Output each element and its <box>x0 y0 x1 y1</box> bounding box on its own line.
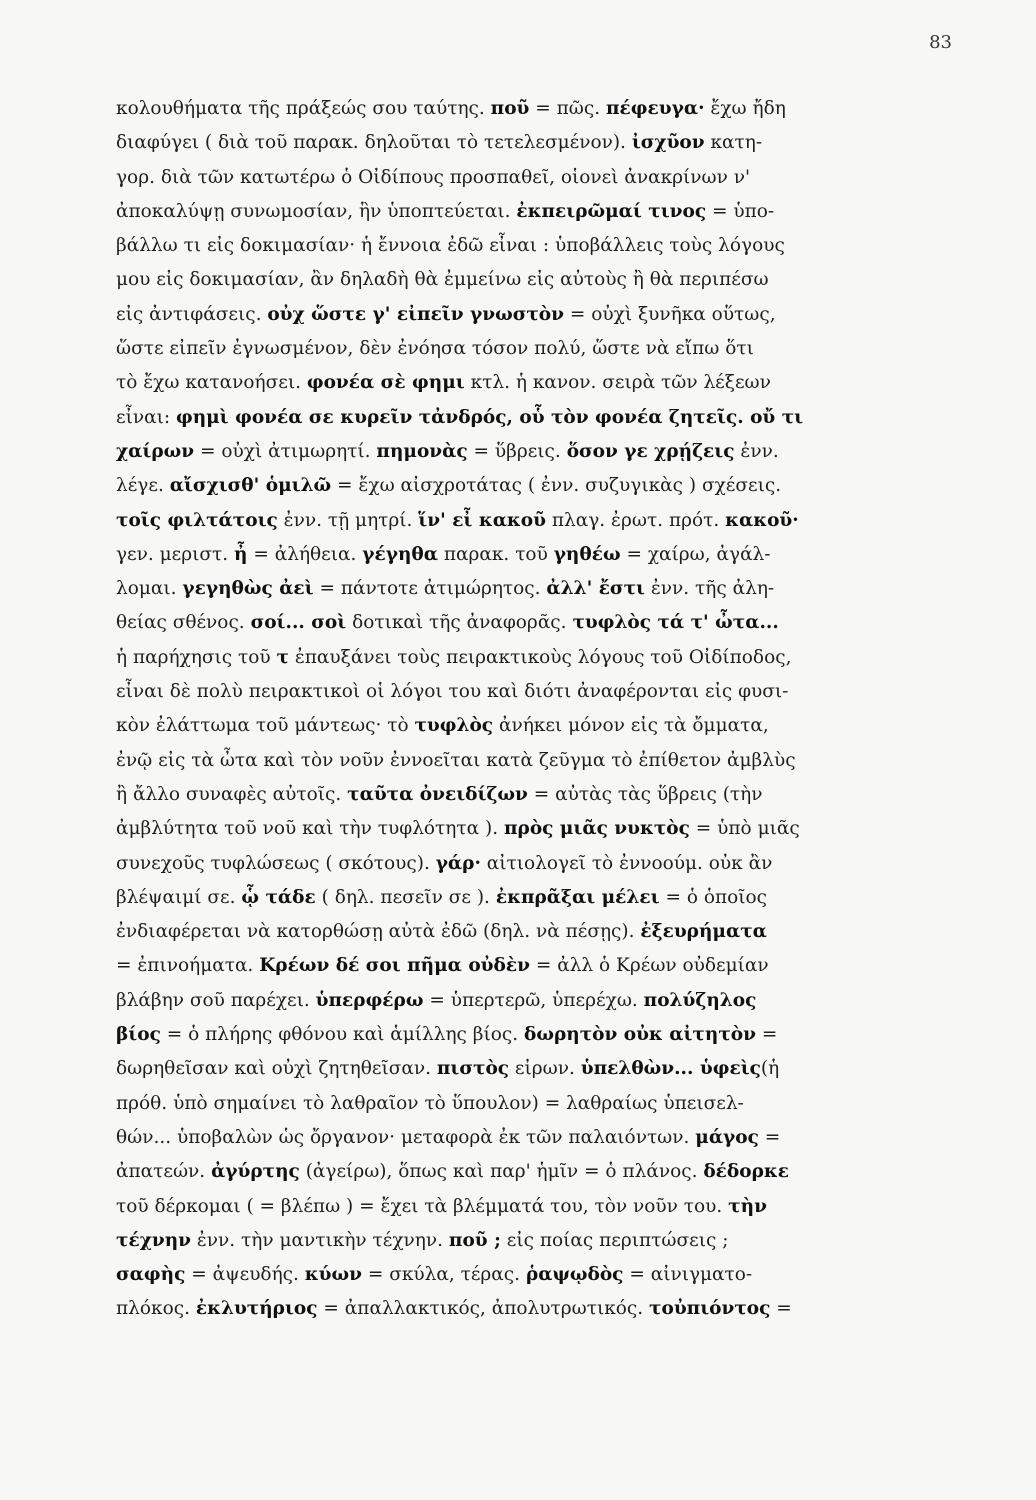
gloss-text: = <box>758 1126 781 1148</box>
gloss-text: θών... ὑποβαλὼν ὡς ὄργανον· μεταφορὰ ἐκ τῶν παλαιόντων. <box>116 1126 696 1148</box>
bold-lemma: ὑπελθὼν... ὑφεὶς <box>580 1058 761 1080</box>
gloss-text: κτλ. ἡ κανον. σειρὰ τῶν λέξεων <box>464 372 771 394</box>
bold-lemma: κακοῦ· <box>725 509 799 531</box>
gloss-text: εἰς ποίας περιπτώσεις ; <box>500 1229 729 1251</box>
text-line <box>116 812 978 846</box>
text-line <box>116 641 978 675</box>
bold-lemma: γάρ· <box>435 852 481 874</box>
text-line <box>116 1087 978 1121</box>
bold-lemma: ἐκλυτήριος <box>195 1298 318 1320</box>
text-line <box>116 915 978 949</box>
gloss-text: αἰτιολογεῖ τὸ ἐννοούμ. οὐκ ἂν <box>480 852 773 874</box>
gloss-text: τὸ ἔχω κατανοήσει. <box>116 372 307 394</box>
bold-lemma: τυφλὸς τά τ' ὦτα... <box>572 612 779 634</box>
gloss-text: κατη- <box>704 132 763 154</box>
bold-lemma: ἐκπειρῶμαί τινος <box>516 200 707 222</box>
text-line <box>116 504 978 538</box>
gloss-text: εἰς ἀντιφάσεις. <box>116 303 268 325</box>
text-line <box>116 538 978 572</box>
bold-lemma: ἐκπρᾶξαι μέλει <box>495 886 660 908</box>
bold-lemma: δέδορκε <box>703 1161 790 1183</box>
bold-lemma: μάγος <box>695 1126 759 1148</box>
bold-lemma: ποῦ <box>490 98 530 119</box>
text-line <box>116 195 978 229</box>
gloss-text: = ἀλλ ὁ Κρέων οὐδεμίαν <box>529 955 769 977</box>
gloss-text: = αἰνιγματο- <box>623 1264 753 1286</box>
gloss-text: δωρηθεῖσαν καὶ οὐχὶ ζητηθεῖσαν. <box>116 1058 437 1080</box>
bold-lemma: πιστὸς <box>436 1058 510 1080</box>
gloss-text: ( δηλ. πεσεῖν σε ). <box>315 886 496 908</box>
bold-lemma: γέγηθα <box>362 543 438 565</box>
gloss-text: βάλλω τι εἰς δοκιμασίαν· ἡ ἔννοια ἐδῶ εἶναι : ὑποβάλλεις τοὺς λόγους <box>116 235 785 257</box>
bold-lemma: ἵν' εἶ κακοῦ <box>418 509 546 531</box>
bold-lemma: δωρητὸν οὐκ αἰτητὸν <box>523 1024 756 1046</box>
gloss-text: γεν. μεριστ. <box>116 543 235 565</box>
bold-lemma: αἴσχισθ' ὁμιλῶ <box>169 475 332 497</box>
gloss-text: κολουθήματα τῆς πράξεώς σου ταύτης. <box>116 98 491 119</box>
gloss-text: δοτικαὶ τῆς ἀναφορᾶς. <box>346 612 573 634</box>
bold-lemma: ἀλλ' ἔστι <box>546 578 645 600</box>
bold-lemma: ἀγύρτης <box>211 1161 300 1183</box>
text-line <box>116 1190 978 1224</box>
gloss-text: = χαίρω, ἀγάλ- <box>620 543 771 565</box>
text-line <box>116 1224 978 1258</box>
gloss-text: ὥστε εἰπεῖν ἐγνωσμένον, δὲν ἐνόησα τόσον πολύ, ὥστε νὰ εἴπω ὅτι <box>116 338 754 360</box>
bold-lemma: βίος <box>116 1024 161 1046</box>
text-line <box>116 229 978 263</box>
bold-lemma: κύων <box>304 1264 362 1286</box>
gloss-text: ἔχω ἤδη <box>704 98 786 119</box>
text-line <box>116 126 978 160</box>
gloss-text: = ὑπο- <box>706 200 775 222</box>
bold-lemma: ὑπερφέρω <box>315 989 424 1011</box>
gloss-text: ἐπαυξάνει τοὺς πειρακτικοὺς λόγους τοῦ Οἰδίποδος, <box>288 646 792 668</box>
text-line <box>116 778 978 812</box>
bold-lemma: ποῦ ; <box>448 1229 501 1251</box>
gloss-text: = αὐτὰς τὰς ὕβρεις (τὴν <box>527 783 763 805</box>
text-line <box>116 606 978 640</box>
gloss-text: = ὁ πλήρης φθόνου καὶ ἁμίλλης βίος. <box>160 1024 524 1046</box>
gloss-text: = ἀψευδής. <box>185 1264 305 1286</box>
gloss-text: λομαι. <box>116 578 183 600</box>
gloss-text: διαφύγει ( διὰ τοῦ παρακ. δηλοῦται τὸ τετελεσμένον). <box>116 132 632 154</box>
gloss-text: (ἡ <box>760 1058 780 1080</box>
text-line <box>116 1052 978 1086</box>
bold-lemma: πέφευγα· <box>606 98 705 119</box>
bold-lemma: τοὐπιόντος <box>649 1298 771 1320</box>
gloss-text: = πῶς. <box>529 98 607 119</box>
bold-lemma: χαίρων <box>116 440 195 462</box>
bold-lemma: ῥαψῳδὸς <box>525 1264 624 1286</box>
gloss-text: μου εἰς δοκιμασίαν, ἂν δηλαδὴ θὰ ἐμμείνω εἰς αὐτοὺς ἢ θὰ περιπέσω <box>116 269 769 291</box>
gloss-text: = ὑπερτερῶ, ὑπερέχω. <box>423 989 644 1011</box>
bold-lemma: τ <box>276 646 289 668</box>
gloss-text: ἀπατεών. <box>116 1161 212 1183</box>
gloss-text: ἀμβλύτητα τοῦ νοῦ καὶ τὴν τυφλότητα ). <box>116 818 504 840</box>
gloss-text: λέγε. <box>116 475 170 497</box>
bold-lemma: ἰσχῦον <box>631 132 705 154</box>
bold-lemma: Κρέων δέ σοι πῆμα οὐδὲν <box>259 955 530 977</box>
bold-lemma: γηθέω <box>553 543 621 565</box>
text-line <box>116 881 978 915</box>
text-line <box>116 1018 978 1052</box>
bold-lemma: φημὶ φονέα σε κυρεῖν τἀνδρός, οὗ τὸν φονέα ζητεῖς. οὔ τι <box>175 406 804 428</box>
text-line <box>116 92 978 126</box>
gloss-text: = ἀπαλλακτικός, ἀπολυτρωτικός. <box>317 1298 650 1320</box>
gloss-text: κὸν ἐλάττωμα τοῦ μάντεως· τὸ <box>116 715 415 737</box>
gloss-text: = ὕβρεις. <box>467 440 567 462</box>
gloss-text: εἶναι δὲ πολὺ πειρακτικοὶ οἱ λόγοι του καὶ διότι ἀναφέρονται εἰς φυσι- <box>116 681 789 703</box>
text-line <box>116 572 978 606</box>
text-line <box>116 984 978 1018</box>
gloss-text: βλάβην σοῦ παρέχει. <box>116 989 316 1011</box>
gloss-text: = ἐπινοήματα. <box>116 955 260 977</box>
bold-lemma: τὴν <box>728 1195 767 1217</box>
text-line <box>116 401 978 435</box>
gloss-text: ἐνῷ εἰς τὰ ὦτα καὶ τὸν νοῦν ἐννοεῖται κατὰ ζεῦγμα τὸ ἐπίθετον ἀμβλὺς <box>116 749 796 771</box>
gloss-text: = οὐχὶ ξυνῆκα οὕτως, <box>563 303 776 325</box>
text-line <box>116 1121 978 1155</box>
text-line <box>116 1155 978 1189</box>
bold-lemma: ταῦτα ὀνειδίζων <box>347 783 528 805</box>
bold-lemma: πημονὰς <box>376 440 468 462</box>
bold-lemma: ᾧ τάδε <box>241 886 316 908</box>
text-line <box>116 744 978 778</box>
bold-lemma: πρὸς μιᾶς νυκτὸς <box>503 818 690 840</box>
gloss-text: ἐνν. <box>734 440 779 462</box>
text-line <box>116 435 978 469</box>
gloss-text: θείας σθένος. <box>116 612 251 634</box>
gloss-text: ἐνδιαφέρεται νὰ κατορθώσῃ αὐτὰ ἐδῶ (δηλ. νὰ πέσῃς). <box>116 921 641 943</box>
text-line <box>116 1258 978 1292</box>
text-line <box>116 949 978 983</box>
bold-lemma: ὅσον γε χρῄζεις <box>566 440 735 462</box>
text-line <box>116 366 978 400</box>
bold-lemma: σοί... σοὶ <box>250 612 347 634</box>
bold-lemma: τυφλὸς <box>414 715 494 737</box>
bold-lemma: φονέα σὲ φημι <box>306 372 465 394</box>
page-number: 83 <box>929 32 952 53</box>
gloss-text: = ἀλήθεια. <box>247 543 363 565</box>
text-line <box>116 161 978 195</box>
bold-lemma: ἦ <box>234 543 248 565</box>
gloss-text: = σκύλα, τέρας. <box>361 1264 526 1286</box>
gloss-text: πλόκος. <box>116 1298 196 1320</box>
bold-lemma: σαφὴς <box>116 1264 186 1286</box>
gloss-text: τοῦ δέρκομαι ( = βλέπω ) = ἔχει τὰ βλέμματά του, τὸν νοῦν του. <box>116 1195 729 1217</box>
bold-lemma: ἐξευρήματα <box>640 921 767 943</box>
gloss-text: πλαγ. ἐρωτ. πρότ. <box>545 509 726 531</box>
gloss-text: = <box>770 1298 792 1320</box>
gloss-text: εἶναι: <box>116 406 176 428</box>
gloss-text: ἐνν. τὴν μαντικὴν τέχνην. <box>191 1229 449 1251</box>
gloss-text: βλέψαιμί σε. <box>116 886 242 908</box>
text-line <box>116 847 978 881</box>
gloss-text: ἡ παρήχησις τοῦ <box>116 646 277 668</box>
gloss-text: = πάντοτε ἀτιμώρητος. <box>313 578 547 600</box>
bold-lemma: πολύζηλος <box>643 989 757 1011</box>
gloss-text: (ἀγείρω), ὅπως καὶ παρ' ἡμῖν = ὁ πλάνος. <box>299 1161 704 1183</box>
text-line <box>116 469 978 503</box>
gloss-text: εἰρων. <box>509 1058 581 1080</box>
gloss-text: = οὐχὶ ἀτιμωρητί. <box>194 440 377 462</box>
text-line <box>116 1292 978 1326</box>
gloss-text: συνεχοῦς τυφλώσεως ( σκότους). <box>116 852 436 874</box>
bold-lemma: γεγηθὼς ἀεὶ <box>182 578 314 600</box>
gloss-text: γορ. διὰ τῶν κατωτέρω ὁ Οἰδίπους προσπαθεῖ, οἱονεὶ ἀνακρίνων ν' <box>116 166 751 188</box>
gloss-text: ἐνν. τῇ μητρί. <box>277 509 419 531</box>
text-line <box>116 298 978 332</box>
gloss-text: = ἔχω αἰσχροτάτας ( ἐνν. συζυγικὰς ) σχέσεις. <box>331 475 782 497</box>
gloss-text: = <box>755 1024 778 1046</box>
gloss-text: πρόθ. ὑπὸ σημαίνει τὸ λαθραῖον τὸ ὕπουλον) = λαθραίως ὑπεισελ- <box>116 1092 744 1114</box>
text-line <box>116 675 978 709</box>
gloss-text: = ὑπὸ μιᾶς <box>689 818 800 840</box>
text-line <box>116 709 978 743</box>
text-line <box>116 332 978 366</box>
gloss-text: ἢ ἄλλο συναφὲς αὐτοῖς. <box>116 783 348 805</box>
text-line <box>116 263 978 297</box>
gloss-text: ἀνήκει μόνον εἰς τὰ ὄμματα, <box>493 715 769 737</box>
commentary-text <box>116 92 978 1327</box>
gloss-text: = ὁ ὁποῖος <box>659 886 768 908</box>
bold-lemma: τοῖς φιλτάτοις <box>116 509 278 531</box>
gloss-text: ἀποκαλύψῃ συνωμοσίαν, ἣν ὑποπτεύεται. <box>116 200 517 222</box>
gloss-text: παρακ. τοῦ <box>437 543 554 565</box>
gloss-text: ἐνν. τῆς ἀλη- <box>644 578 775 600</box>
bold-lemma: τέχνην <box>116 1229 191 1251</box>
bold-lemma: οὐχ ὥστε γ' εἰπεῖν γνωστὸν <box>267 303 564 325</box>
